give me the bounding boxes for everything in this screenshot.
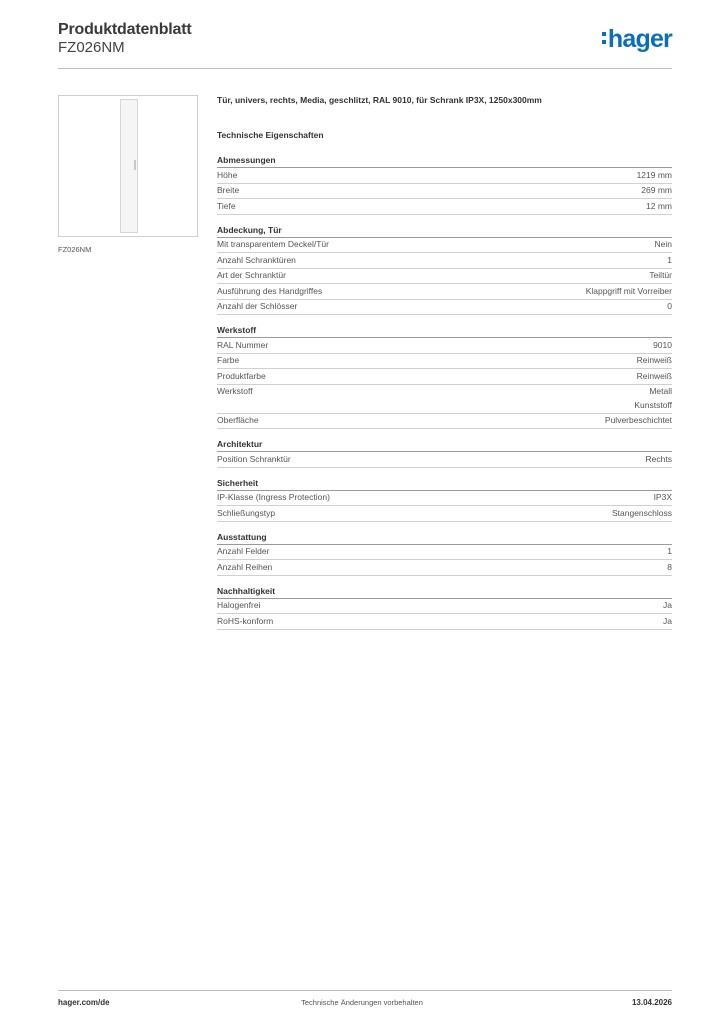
spec-row [217,238,672,254]
spec-table [217,155,672,640]
header-divider [58,68,672,69]
spec-section [217,478,672,522]
spec-row [217,385,672,414]
footer-divider [58,990,672,991]
spec-value-line: 1219 mm [636,169,672,180]
spec-value-line: Kunststoff [634,399,672,410]
spec-value [667,300,672,314]
spec-value [663,615,672,629]
spec-value [653,339,672,353]
spec-section [217,532,672,576]
section-title: Ausstattung [217,532,672,545]
spec-label: Oberfläche [217,415,259,425]
spec-row [217,354,672,370]
spec-row [217,491,672,507]
spec-label: Schließungstyp [217,507,276,518]
spec-label: Mit transparentem Deckel/Tür [217,239,329,249]
spec-label: RAL Nummer [217,339,269,350]
spec-value-line: Pulverbeschichtet [604,415,672,425]
spec-row [217,452,672,468]
spec-label: Ausführung des Handgriffes [217,285,323,296]
spec-value-line: Rechts [645,453,672,464]
page-title: Produktdatenblatt [58,21,192,38]
spec-label: Werkstoff [217,386,253,396]
spec-row [217,369,672,385]
spec-value [646,453,672,467]
footer-date: 13.04.2026 [631,998,672,1007]
hager-logo [602,26,672,58]
spec-value-line: Ja [663,615,672,626]
spec-value [655,238,672,252]
spec-value-line: Ja [663,600,672,610]
spec-value [586,285,672,299]
section-title: Abdeckung, Tür [217,225,672,238]
spec-value-line: 8 [667,561,672,572]
section-title: Architektur [217,439,672,452]
spec-value-line: Stangenschloss [611,507,672,518]
spec-value [641,184,672,198]
footer-website: hager.com/de [58,998,110,1007]
spec-row [217,199,672,215]
spec-value-line: Metall [649,386,672,396]
door-icon [120,99,138,233]
spec-row [217,338,672,354]
spec-row [217,184,672,200]
spec-value [637,370,672,384]
spec-value-line: Reinweiß [636,355,672,365]
image-caption: FZ026NM [58,245,92,254]
spec-value-line: 1 [667,546,672,556]
spec-value [667,561,672,575]
spec-value-line: Klappgriff mit Vorreiber [585,285,672,296]
spec-value-line: IP3X [653,492,672,502]
spec-row [217,284,672,300]
spec-value [667,254,672,268]
spec-row [217,269,672,285]
spec-row [217,599,672,615]
product-image [58,95,198,237]
section-title: Sicherheit [217,478,672,491]
spec-row [217,300,672,316]
spec-row [217,560,672,576]
spec-section [217,325,672,429]
spec-label: Art der Schranktür [217,270,286,280]
spec-value-line: 0 [667,301,672,311]
spec-value-line: Reinweiß [636,370,672,381]
spec-row [217,168,672,184]
spec-value [605,414,672,428]
spec-value [612,507,672,521]
spec-label: Halogenfrei [217,600,261,610]
spec-value [654,491,672,505]
section-title: Abmessungen [217,155,672,168]
spec-label: Produktfarbe [217,370,266,381]
spec-label: Anzahl Felder [217,546,270,556]
door-handle-icon [134,160,136,170]
spec-value-line: 9010 [653,339,672,350]
spec-value [663,599,672,613]
spec-value-line: 12 mm [646,200,672,211]
spec-value-line: Teiltür [649,270,672,280]
spec-section [217,155,672,215]
spec-value-line: 1 [667,254,672,265]
spec-value [637,169,672,183]
footer-notice: Technische Änderungen vorbehalten [301,998,423,1007]
spec-label: Höhe [217,169,238,180]
spec-label: Anzahl Schranktüren [217,254,296,265]
spec-label: RoHS-konform [217,615,274,626]
logo-dots-icon [602,32,606,44]
spec-label: Farbe [217,355,240,365]
spec-label: IP-Klasse (Ingress Protection) [217,492,330,502]
spec-value [667,545,672,559]
product-code: FZ026NM [58,39,125,56]
product-description: Tür, univers, rechts, Media, geschlitzt, RAL 9010, für Schrank IP3X, 1250x300mm [217,95,542,105]
technical-heading: Technische Eigenschaften [217,130,324,140]
spec-value-line: 269 mm [641,185,672,195]
spec-row [217,545,672,561]
section-title: Nachhaltigkeit [217,586,672,599]
spec-section [217,225,672,316]
spec-value [637,354,672,368]
spec-value [634,385,672,412]
spec-label: Anzahl Reihen [217,561,273,572]
spec-row [217,253,672,269]
spec-row [217,506,672,522]
spec-value [646,200,672,214]
spec-row [217,614,672,630]
spec-section [217,586,672,630]
section-title: Werkstoff [217,325,672,338]
spec-label: Anzahl der Schlösser [217,301,298,311]
spec-row [217,414,672,430]
spec-label: Tiefe [217,200,236,211]
spec-label: Position Schranktür [217,453,291,464]
spec-value [649,269,672,283]
spec-label: Breite [217,185,240,195]
spec-section [217,439,672,468]
spec-value-line: Nein [654,239,672,249]
logo-text: hager [607,25,672,53]
